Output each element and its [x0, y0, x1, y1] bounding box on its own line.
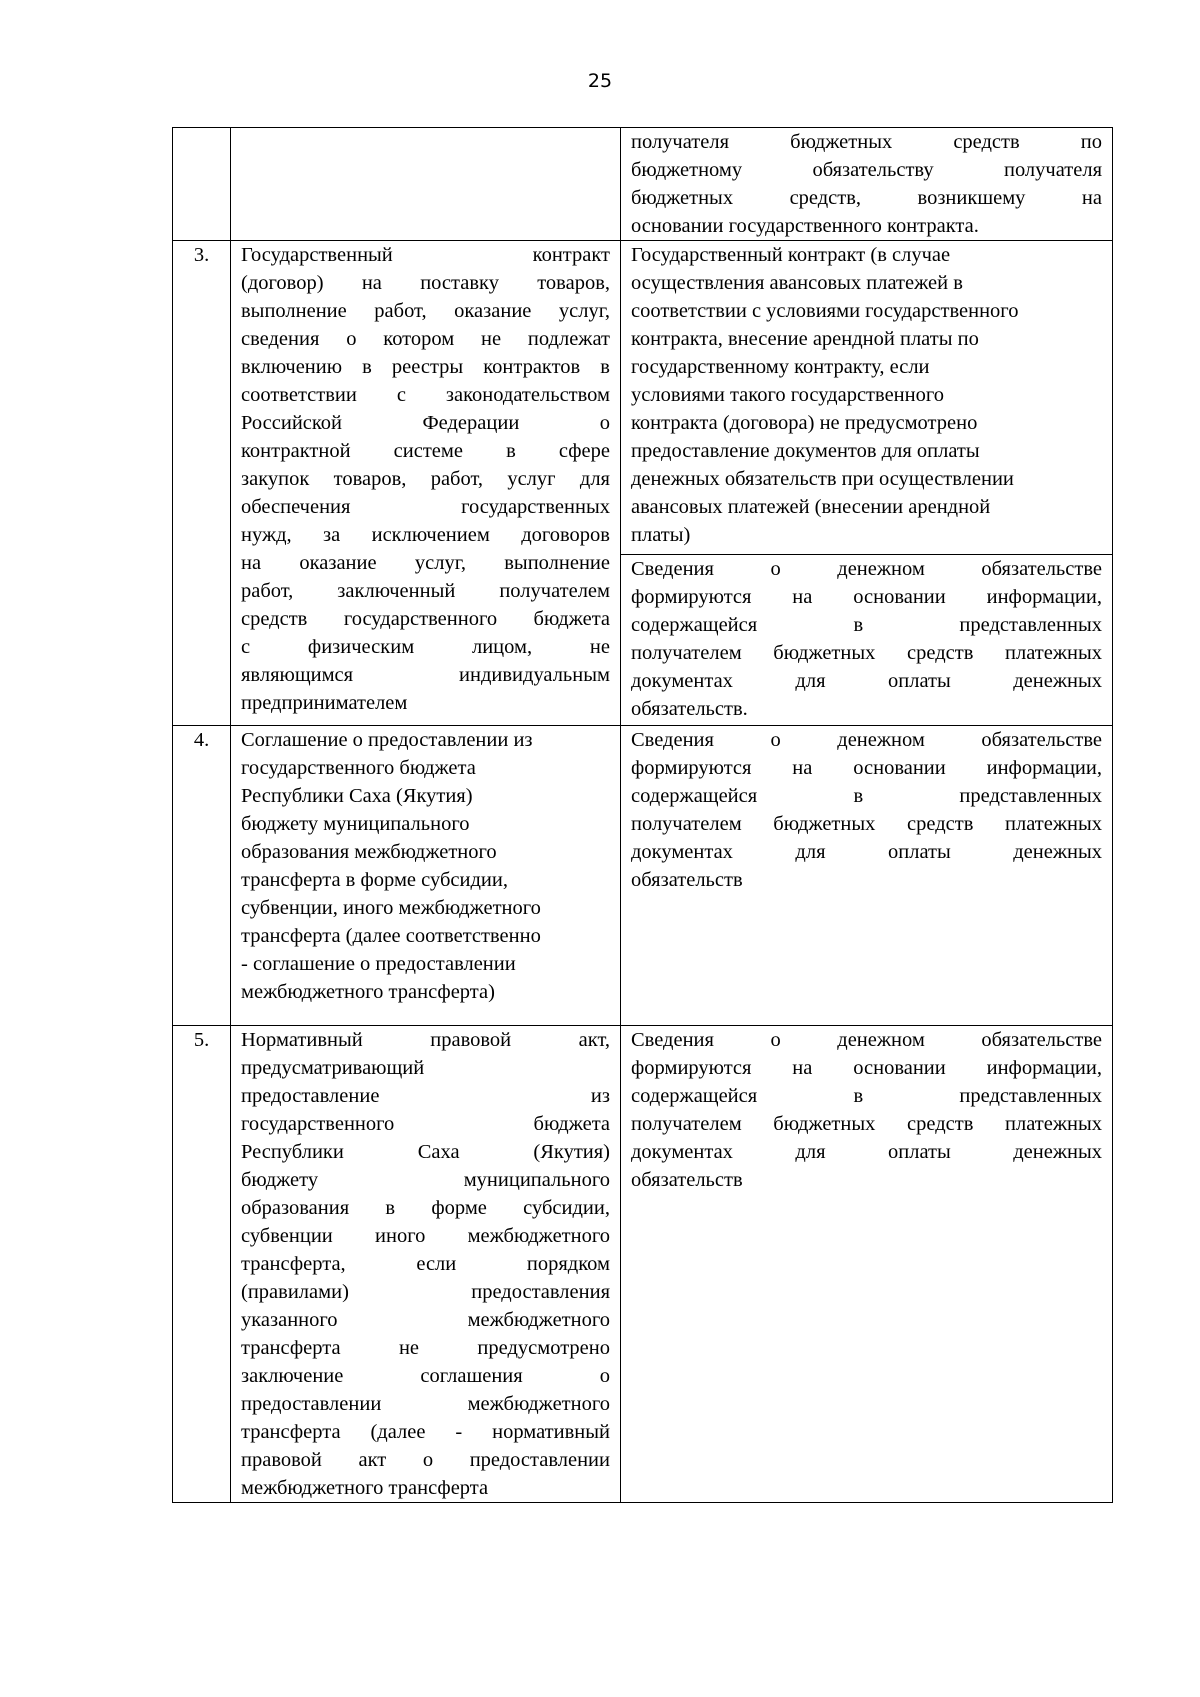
- text-line: (правилами) предоставления: [241, 1281, 610, 1303]
- text-line: трансферта в форме субсидии,: [241, 869, 508, 891]
- document-cell: [231, 241, 621, 726]
- text-line: обязательств: [631, 869, 743, 891]
- text-line: формируются на основании информации,: [631, 757, 1102, 779]
- text-line: Республики Саха (Якутия): [241, 1141, 610, 1163]
- row-number-cell: [173, 128, 231, 241]
- text-line: обязательств.: [631, 698, 748, 720]
- text-line: правовой акт о предоставлении: [241, 1449, 610, 1471]
- text-line: Сведения о денежном обязательстве: [631, 558, 1102, 580]
- text-line: авансовых платежей (внесении арендной: [631, 496, 991, 518]
- text-line: трансферта (далее - нормативный: [241, 1421, 610, 1443]
- text-line: предоставление документов для оплаты: [631, 440, 980, 462]
- text-line: указанного межбюджетного: [241, 1309, 610, 1331]
- text-line: контракта (договора) не предусмотрено: [631, 412, 978, 434]
- table-row: [173, 128, 1113, 241]
- text-line: денежных обязательств при осуществлении: [631, 468, 1014, 490]
- text-line: включению в реестры контрактов в: [241, 356, 610, 378]
- text-line: сведения о котором не подлежат: [241, 328, 610, 350]
- info-cell: [621, 241, 1113, 555]
- text-line: бюджету муниципального: [241, 1169, 610, 1191]
- text-line: образования межбюджетного: [241, 841, 497, 863]
- text-line: получателем бюджетных средств платежных: [631, 813, 1102, 835]
- document-table: [172, 127, 1113, 1503]
- info-cell: [621, 128, 1113, 241]
- text-line: формируются на основании информации,: [631, 1057, 1102, 1079]
- text-line: трансферта, если порядком: [241, 1253, 610, 1275]
- text-line: государственного бюджета: [241, 1113, 610, 1135]
- text-line: формируются на основании информации,: [631, 586, 1102, 608]
- text-line: соответствии с условиями государственного: [631, 300, 1019, 322]
- text-line: Соглашение о предоставлении из: [241, 729, 533, 751]
- row-number-cell: 3.: [173, 241, 231, 726]
- text-line: документах для оплаты денежных: [631, 670, 1102, 692]
- text-line: контракта, внесение арендной платы по: [631, 328, 979, 350]
- text-line: содержащейся в представленных: [631, 1085, 1102, 1107]
- text-line: работ, заключенный получателем: [241, 580, 610, 602]
- text-line: субвенции иного межбюджетного: [241, 1225, 610, 1247]
- text-line: Сведения о денежном обязательстве: [631, 729, 1102, 751]
- document-cell: [231, 1026, 621, 1503]
- text-line: образования в форме субсидии,: [241, 1197, 610, 1219]
- text-line: государственному контракту, если: [631, 356, 930, 378]
- text-line: заключение соглашения о: [241, 1365, 610, 1387]
- text-line: бюджетному обязательству получателя: [631, 159, 1102, 181]
- text-line: являющимся индивидуальным: [241, 664, 610, 686]
- text-line: Нормативный правовой акт,: [241, 1029, 610, 1051]
- text-line: Республики Саха (Якутия): [241, 785, 473, 807]
- info-cell: [621, 726, 1113, 1026]
- text-line: государственного бюджета: [241, 757, 476, 779]
- info-cell: [621, 1026, 1113, 1503]
- document-cell: [231, 128, 621, 241]
- text-line: трансферта не предусмотрено: [241, 1337, 610, 1359]
- text-line: содержащейся в представленных: [631, 614, 1102, 636]
- text-line: межбюджетного трансферта: [241, 1477, 489, 1499]
- text-line: бюджетных средств, возникшему на: [631, 187, 1102, 209]
- text-line: Российской Федерации о: [241, 412, 610, 434]
- text-line: межбюджетного трансферта): [241, 981, 495, 1003]
- row-number-cell: 4.: [173, 726, 231, 1026]
- text-line: содержащейся в представленных: [631, 785, 1102, 807]
- text-line: документах для оплаты денежных: [631, 841, 1102, 863]
- page-number: 25: [587, 70, 613, 92]
- text-line: предпринимателем: [241, 692, 408, 714]
- info-cell: [621, 555, 1113, 726]
- text-line: Государственный контракт (в случае: [631, 244, 951, 266]
- text-line: нужд, за исключением договоров: [241, 524, 610, 546]
- text-line: с физическим лицом, не: [241, 636, 610, 658]
- text-line: трансферта (далее соответственно: [241, 925, 541, 947]
- text-line: - соглашение о предоставлении: [241, 953, 516, 975]
- text-line: Государственный контракт: [241, 244, 610, 266]
- table-row: [173, 241, 1113, 555]
- text-line: документах для оплаты денежных: [631, 1141, 1102, 1163]
- text-line: условиями такого государственного: [631, 384, 945, 406]
- text-line: закупок товаров, работ, услуг для: [241, 468, 610, 490]
- text-line: соответствии с законодательством: [241, 384, 610, 406]
- text-line: на оказание услуг, выполнение: [241, 552, 610, 574]
- text-line: (договор) на поставку товаров,: [241, 272, 610, 294]
- text-line: предусматривающий: [241, 1057, 425, 1079]
- text-line: получателем бюджетных средств платежных: [631, 642, 1102, 664]
- document-cell: [231, 726, 621, 1026]
- text-line: обеспечения государственных: [241, 496, 610, 518]
- text-line: обязательств: [631, 1169, 743, 1191]
- text-line: получателем бюджетных средств платежных: [631, 1113, 1102, 1135]
- text-line: осуществления авансовых платежей в: [631, 272, 963, 294]
- row-number-cell: 5.: [173, 1026, 231, 1503]
- text-line: получателя бюджетных средств по: [631, 131, 1102, 153]
- text-line: контрактной системе в сфере: [241, 440, 610, 462]
- text-line: предоставлении межбюджетного: [241, 1393, 610, 1415]
- text-line: платы): [631, 524, 691, 546]
- text-line: бюджету муниципального: [241, 813, 470, 835]
- table-row: [173, 1026, 1113, 1503]
- text-line: субвенции, иного межбюджетного: [241, 897, 541, 919]
- text-line: средств государственного бюджета: [241, 608, 610, 630]
- text-line: основании государственного контракта.: [631, 215, 979, 237]
- text-line: предоставление из: [241, 1085, 610, 1107]
- text-line: выполнение работ, оказание услуг,: [241, 300, 610, 322]
- text-line: Сведения о денежном обязательстве: [631, 1029, 1102, 1051]
- table-row: [173, 726, 1113, 1026]
